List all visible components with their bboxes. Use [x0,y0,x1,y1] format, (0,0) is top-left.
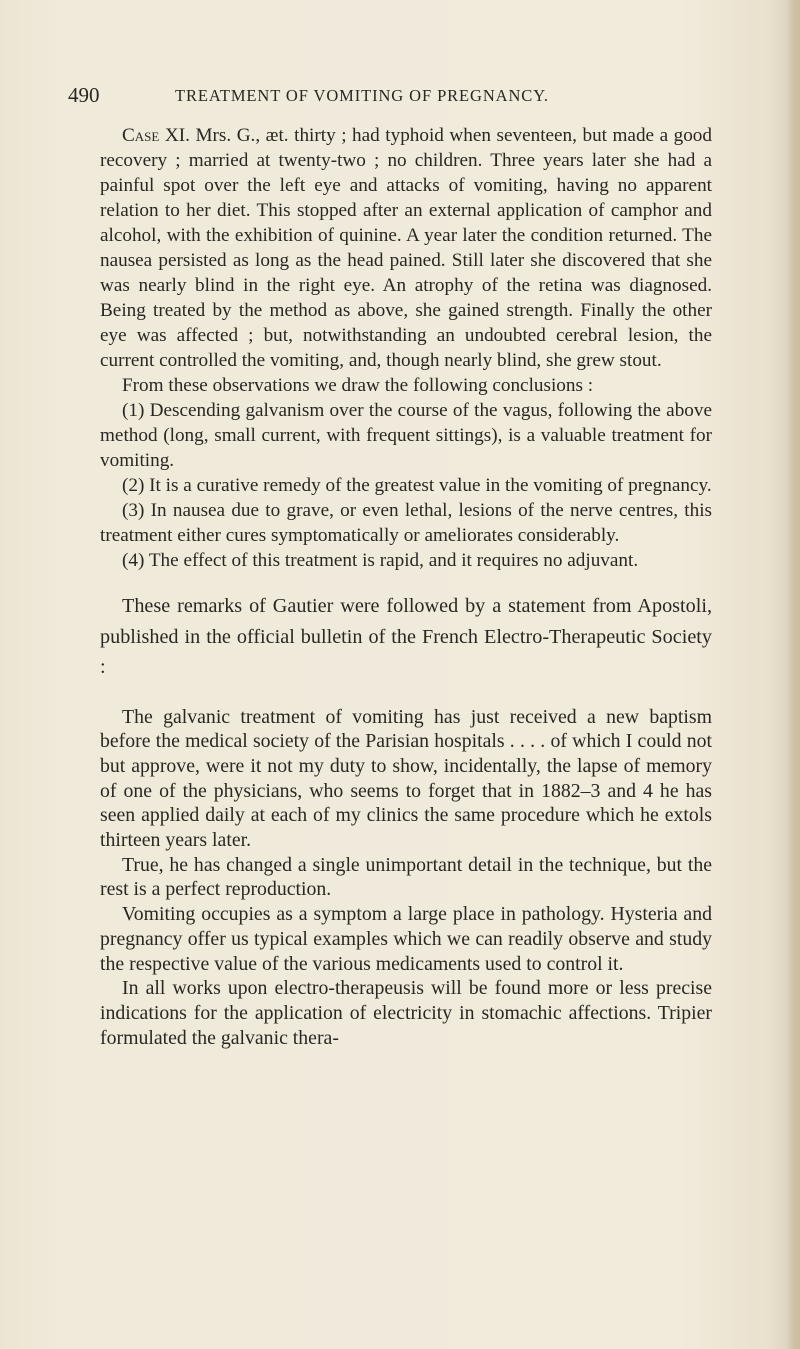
quote-paragraph: True, he has changed a single unimportant detail in the technique, but the rest is a perfect reproduction. [100,853,712,901]
body-text [100,123,712,1050]
quote-section [100,705,712,1051]
conclusion-item: (1) Descending galvanism over the course of the vagus, following the above method (long, small current, with frequent sittings), is a valuable treatment for vomiting. [100,400,712,471]
quote-paragraph: Vomiting occupies as a symptom a large place in pathology. Hysteria and pregnancy offer us typical examples which we can readily observe and study the respective value of the various medicaments used to control it. [100,903,712,975]
conclusion-item: (2) It is a curative remedy of the greatest value in the vomiting of pregnancy. [122,475,712,496]
page-header [68,80,718,110]
conclusions-intro: From these observations we draw the following conclusions : [122,375,594,396]
case-section [100,123,712,573]
quote-paragraph: In all works upon electro-therapeusis will be found more or less precise indications for the application of electricity in stomachic affections. Tripier formulated the galvanic thera- [100,977,712,1049]
conclusion-item: (4) The effect of this treatment is rapid, and it requires no adjuvant. [122,550,639,571]
transition-paragraph: These remarks of Gautier were followed by a statement from Apostoli, published in the official bulletin of the French Electro-Therapeutic Society : [100,595,712,678]
quote-paragraph: The galvanic treatment of vomiting has just received a new baptism before the medical society of the Parisian hospitals . . . . of which I could not but approve, were it not my duty to show, incidentally, the lapse of memory of one of the physicians, who seems to forget that in 1882–3 and 4 he has seen applied daily at each of my clinics the same procedure which he extols thirteen years later. [100,705,712,852]
case-paragraph [100,123,712,373]
case-label: Case XI. [122,125,190,146]
page-number: 490 [68,83,100,107]
case-text: Mrs. G., æt. thirty ; had typhoid when seventeen, but made a good recovery ; married at twenty-two ; no children. Three years later she had a painful spot over the left eye and attacks of vomiting, having no apparent relation to her diet. This stopped after an external application of camphor and alcohol, with the exhibition of quinine. A year later the condition returned. The nausea persisted as long as the head pained. Still later she discovered that she was nearly blind in the right eye. An atrophy of the retina was diagnosed. Being treated by the method as above, she gained strength. Finally the other eye was affected ; but, notwithstanding an undoubted cerebral lesion, the current controlled the vomiting, and, though nearly blind, she grew stout. [100,125,712,371]
transition-section [100,591,712,683]
conclusion-item: (3) In nausea due to grave, or even lethal, lesions of the nerve centres, this treatment either cures symptomatically or ameliorates considerably. [100,500,712,546]
page-edge-shadow [786,0,800,1349]
running-head: TREATMENT OF VOMITING OF PREGNANCY. [175,86,549,105]
